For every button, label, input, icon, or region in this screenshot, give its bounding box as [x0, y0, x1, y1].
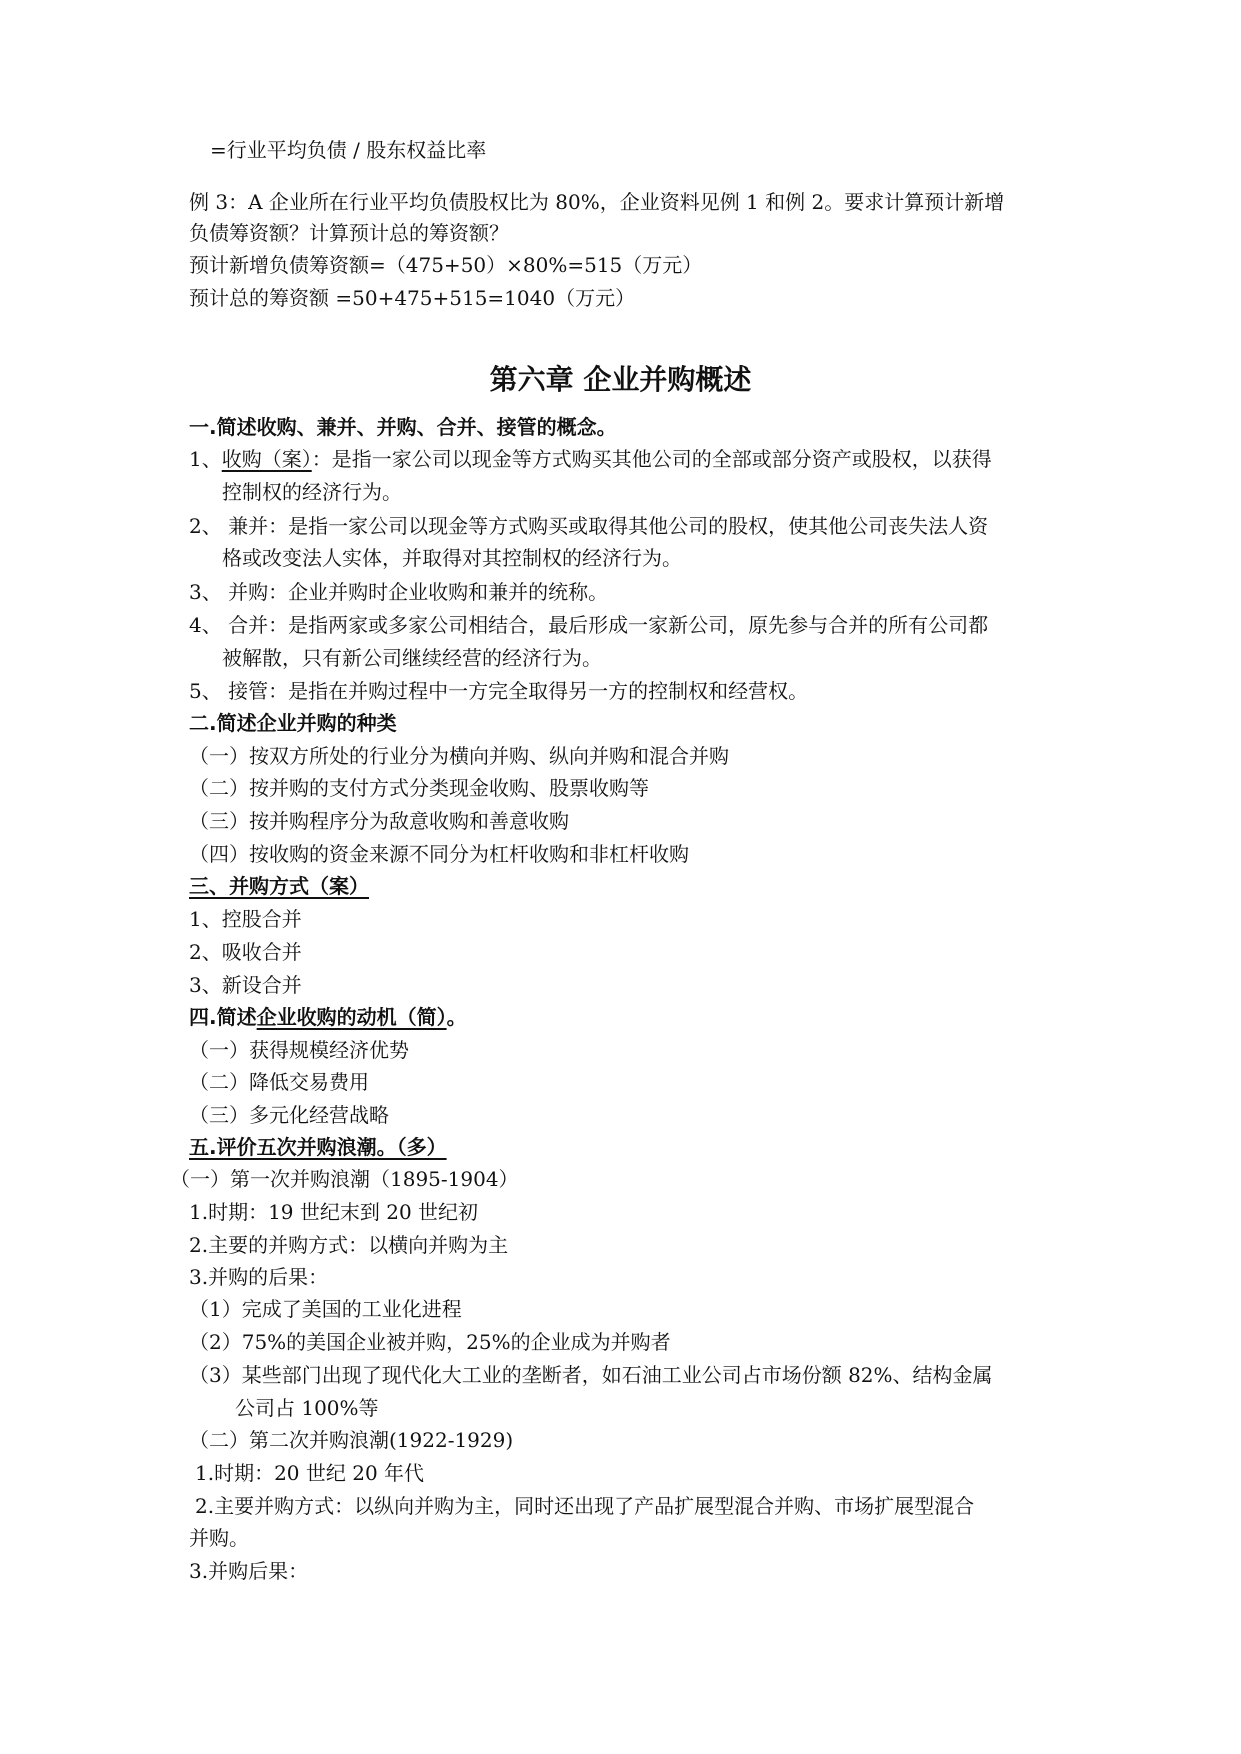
list-item: 2、吸收合并 — [189, 940, 302, 964]
list-item: （一）第一次并购浪潮（1895-1904） — [170, 1167, 519, 1191]
text-line: 3.并购的后果： — [189, 1265, 329, 1289]
text-line: 1.时期：19 世纪末到 20 世纪初 — [189, 1200, 479, 1224]
list-item: （二）降低交易费用 — [189, 1070, 369, 1094]
text-line: 预计新增负债筹资额=（475+50）×80%=515（万元） — [189, 253, 703, 277]
list-item — [189, 444, 992, 474]
list-item: （1）完成了美国的工业化进程 — [189, 1297, 462, 1321]
text-line: 1.时期：20 世纪 20 年代 — [195, 1461, 425, 1485]
section-heading: 三、并购方式（案） — [189, 874, 369, 898]
list-item: 4、 合并：是指两家或多家公司相结合，最后形成一家新公司，原先参与合并的所有公司都 — [189, 613, 989, 637]
chapter-title: 第六章 企业并购概述 — [489, 363, 752, 396]
text-line: 被解散，只有新公司继续经营的经济行为。 — [222, 646, 602, 670]
heading-prefix: 四.简述 — [189, 1005, 257, 1029]
text-line: 控制权的经济行为。 — [222, 480, 402, 504]
list-item: 5、 接管：是指在并购过程中一方完全取得另一方的控制权和经营权。 — [189, 679, 809, 703]
text-line: 例 3：A 企业所在行业平均负债股权比为 80%，企业资料见例 1 和例 2。要求计算预计新增 — [189, 190, 1005, 214]
list-item: （二）按并购的支付方式分类现金收购、股票收购等 — [189, 776, 649, 800]
list-item: 3、 并购：企业并购时企业收购和兼并的统称。 — [189, 580, 609, 604]
list-item: （2）75%的美国企业被并购，25%的企业成为并购者 — [189, 1330, 671, 1354]
list-item: （三）按并购程序分为敌意收购和善意收购 — [189, 809, 569, 833]
list-item: 1、控股合并 — [189, 907, 302, 931]
list-item: （三）多元化经营战略 — [189, 1103, 389, 1127]
heading-suffix: 。 — [446, 1005, 467, 1029]
section-heading — [189, 1002, 467, 1032]
item-number: 1、 — [189, 447, 222, 471]
list-item: （二）第二次并购浪潮(1922-1929) — [189, 1428, 514, 1452]
list-item: （一）按双方所处的行业分为横向并购、纵向并购和混合并购 — [189, 744, 729, 768]
text-line: 格或改变法人实体，并取得对其控制权的经济行为。 — [222, 546, 682, 570]
term-underlined: 收购（案） — [221, 447, 312, 471]
section-heading: 二.简述企业并购的种类 — [189, 711, 397, 735]
section-heading: 五.评价五次并购浪潮。（多） — [189, 1135, 447, 1159]
text-line: =行业平均负债 / 股东权益比率 — [210, 138, 487, 162]
section-heading: 一.简述收购、兼并、并购、合并、接管的概念。 — [189, 415, 617, 439]
text-line: 并购。 — [189, 1526, 249, 1550]
text-line: 预计总的筹资额 =50+475+515=1040（万元） — [189, 286, 636, 310]
item-text: ：是指一家公司以现金等方式购买其他公司的全部或部分资产或股权，以获得 — [311, 447, 992, 471]
text-line: 2.主要并购方式：以纵向并购为主，同时还出现了产品扩展型混合并购、市场扩展型混合 — [195, 1494, 975, 1518]
text-line: 负债筹资额？计算预计总的筹资额？ — [189, 221, 509, 245]
text-line: 公司占 100%等 — [235, 1396, 379, 1420]
list-item: （四）按收购的资金来源不同分为杠杆收购和非杠杆收购 — [189, 842, 689, 866]
list-item: （3）某些部门出现了现代化大工业的垄断者，如石油工业公司占市场份额 82%、结构金属 — [189, 1363, 993, 1387]
list-item: 3、新设合并 — [189, 973, 302, 997]
list-item: （一）获得规模经济优势 — [189, 1038, 409, 1062]
list-item: 2、 兼并：是指一家公司以现金等方式购买或取得其他公司的股权，使其他公司丧失法人资 — [189, 514, 989, 538]
text-line: 2.主要的并购方式：以横向并购为主 — [189, 1233, 509, 1257]
heading-underlined: 企业收购的动机（简） — [256, 1005, 447, 1029]
text-line: 3.并购后果： — [189, 1559, 309, 1583]
